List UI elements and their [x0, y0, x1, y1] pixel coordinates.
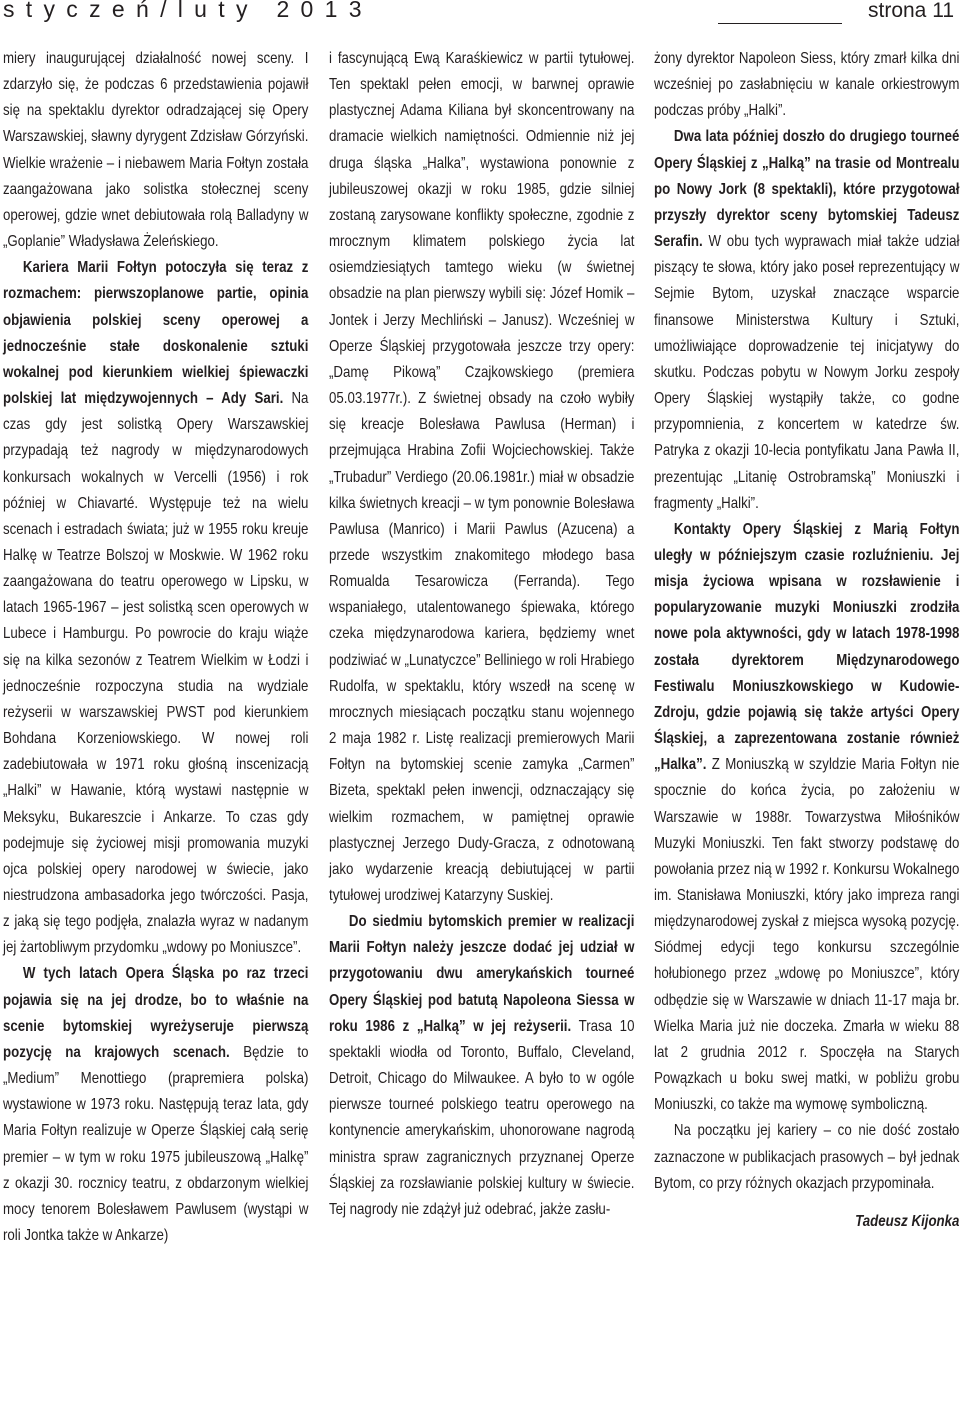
article-paragraph [3, 255, 308, 961]
text-run: żony dyrektor Napoleon Siess, który zmarł kilka dni wcześniej po zasłabnięciu w kanale orkiestrowym podczas próby „Halki”. [654, 50, 960, 120]
article-paragraph [654, 124, 959, 516]
text-run: Będzie to „Medium” Menottiego (prapremiera polska) wystawione w 1973 roku. Następują teraz lata, gdy Maria Fołtyn realizuje w Operze Śląskiej całą serię premier – w tym w roku 1975 jubileuszową „Halkę” z okazji 30. rocznicy teatru, z obdarzonym wielkiej mocy tenorem Bolesławem Pawlusem (wystąpi w roli Jontka także w Ankarze) [3, 1043, 309, 1245]
text-run: W obu tych wyprawach miał także udział piszący te słowa, który jako poseł reprezentujący w Sejmie Bytom, uzyskał znaczące wsparcie finansowe Ministerstwa Kultury i Sztuki, umożliwiające doprowadzenie tej inicjatywy do skutku. Podczas pobytu w Nowym Jorku zespoły Opery Śląskiej wystąpiły także, co godne przypomnienia, z koncertem w katedrze św. Patryka z okazji 10-lecia pontyfikatu Jana Pawła II, prezentując „Litanię Ostrobramską” Moniuszki i fragmenty „Halki”. [654, 233, 960, 512]
text-column-3 [654, 46, 959, 1235]
text-run: Na początku jej kariery – co nie dość zostało zaznaczone w publikacjach prasowych – był jednak Bytom, co przy różnych okazjach przypominała. [654, 1122, 960, 1192]
article-paragraph [3, 46, 308, 255]
author-signature: Tadeusz Kijonka [855, 1212, 960, 1230]
text-column-1 [3, 46, 308, 1249]
article-paragraph [329, 46, 634, 909]
bold-text-run: Kontakty Opery Śląskiej z Marią Fołtyn uległy w późniejszym czasie rozluźnieniu. Jej misja życiowa wpisana w rozsławienie i popularyzowanie muzyki Moniuszki zrodziła nowe pola aktywności, gdy w latach 1978-1998 została dyrektorem Międzynarodowego Festiwalu Moniuszkowskiego w Kudowie-Zdroju, gdzie pojawią się także artyści Opery Śląskiej, a zaprezentowana zostanie również „Halka”. [654, 520, 960, 774]
text-run: Z Moniuszką w szyldzie Maria Fołtyn nie spocznie do końca życia, po założeniu w Warszawie w 1988r. Towarzystwa Miłośników Muzyki Moniuszki. Ten fakt stworzy podstawę do powołania przez nią w 1992 r. Konkursu Wokalnego im. Stanisława Moniuszki, który jako impreza rangi międzynarodowej zyskał z miejsca wysoką pozycję. Siódmej edycji tego konkursu szczególnie hołubionego przez „wdowę po Moniuszce”, który odbędzie się w Warszawie w dniach 11-17 maja br. Wielka Maria już nie doczeka. Zmarła w wieku 88 lat 2 grudnia 2012 r. Spoczęła na Starych Powązkach u boku swej matki, w pobliżu grobu Moniuszki, co także ma wymowę symboliczną. [654, 756, 960, 1114]
text-run: Trasa 10 spektakli wiodła od Toronto, Buffalo, Cleveland, Detroit, Chicago do Milwaukee. A było to w ogóle pierwsze tourneé polskiego teatru operowego na kontynencie amerykańskim, uhonorowane nagrodą ministra spraw zagranicznych przyznanej Operze Śląskiej za rozsławianie polskiej kultury w świecie. Tej nagrody nie zdążył już odebrać, jakże zasłu- [329, 1017, 635, 1218]
article-paragraph [654, 1118, 959, 1196]
text-run: miery inaugurującej działalność nowej sceny. I zdarzyło się, że podczas 6 przedstawienia pojawił się na spektaklu dyrektor odradzającej się Opery Warszawskiej, sławny dyrygent Zdzisław Górzyński. Wielkie wrażenie – i niebawem Maria Fołtyn została zaangażowana jako solistka stołecznej sceny operowej, gdzie wnet debiutowała rolą Balladyny w „Goplanie” Władysława Żeleńskiego. [3, 50, 309, 251]
text-column-2 [329, 46, 634, 1223]
page-header [0, 0, 960, 34]
bold-text-run: Do siedmiu bytomskich premier w realizacji Marii Fołtyn należy jeszcze dodać jej udział w przygotowaniu dwu amerykańskich tourneé Opery Śląskiej pod batutą Napoleona Siessa w roku 1986 z „Halką” w jej reżyserii. [329, 913, 635, 1035]
text-run: i fascynującą Ewą Karaśkiewicz w partii tytułowej. Ten spektakl pełen emocji, w barwnej oprawie plastycznej Adama Kiliana był skoncentrowany na dramacie wielkich namiętności. Odmiennie niż jej druga śląska „Halka”, wystawiona ponownie z jubileuszowej okazji w roku 1985, gdzie silniej zostaną zarysowane konflikty społeczne, zgodnie z mrocznym klimatem polskiego życia lat osiemdziesiątych tamtego wieku (w świetnej obsadzie na plan pierwszy wybili się: Józef Homik – Jontek i Jerzy Mechliński – Janusz). Wcześniej w Operze Śląskiej przygotowała jeszcze trzy opery: „Damę Pikową” Czajkowskiego (premiera 05.03.1977r.). Z świetnej obsady na czoło wybiły się kreacje Bolesława Pawlusa (Herman) i przejmująca Hrabina Zofii Wojciechowskiej. Także „Trubadur” Verdiego (20.06.1981r.) miał w obsadzie kilka świetnych kreacji – w tym ponownie Bolesława Pawlusa (Manrico) i Marii Pawlus (Azucena) a przede wszystkim znakomitego młodego basa Romualda Tesarowicza (Ferranda). Tego wspaniałego, utalentowanego śpiewaka, którego czeka międzynarodowa kariera, będziemy wnet podziwiać w „Lunatyczce” Belliniego w roli Hrabiego Rudolfa, w spektaklu, który wszedł na scenę w mrocznych miesiącach początku stanu wojennego 2 maja 1982 r. Listę realizacji premierowych Marii Fołtyn na bytomskiej scenie zamyka „Carmen” Bizeta, spektakl pełen inwencji, odznaczający się wielkim rozmachem, w pamiętnej oprawie plastycznej Jerzego Dudy-Gracza, z odnotowaną jako wydarzenie kreacją debiutującej w partii tytułowej urodziwej Katarzyny Suskiej. [329, 50, 635, 904]
page-number: strona 11 [868, 0, 954, 22]
article-paragraph [3, 961, 308, 1249]
bold-text-run: W tych latach Opera Śląska po raz trzeci pojawia się na jej drodze, bo to właśnie na scenie bytomskiej wyreżyseruje pierwszą pozycję na krajowych scenach. [3, 965, 309, 1061]
header-rule [718, 23, 842, 24]
text-run: Na czas gdy jest solistką Opery Warszawskiej przypadają też nagrody w międzynarodowych konkursach wokalnych w Vercelli (1956) i rok później w Chiavarté. Występuje też na wielu scenach i estradach świata; już w 1955 roku kreuje Halkę w Teatrze Bolszoj w Moskwie. W 1962 roku zaangażowana do teatru operowego w Lipsku, w latach 1965-1967 – jest solistką scen operowych w Lubece i Hamburgu. Po powrocie do kraju wiąże się na kilka sezonów z Teatrem Wielkim w Łodzi i jednocześnie rozpoczyna studia na wydziale reżyserii w warszawskiej PWST pod kierunkiem Bohdana Korzeniowskiego. W nowej roli zadebiutowała w 1971 roku głośną inscenizacją „Halki” w Hawanie, którą wystawi następnie w Meksyku, Bukareszcie i Ankarze. To czas gdy podejmuje się życiowej misji promowania muzyki ojca polskiej opery narodowej w świecie, jako niestrudzona ambasadorka jego twórczości. Pasja, z jaką się tego podjęła, znalazła wyraz w nadanym jej żartobliwym przydomku „wdowy po Moniuszce”. [3, 390, 309, 957]
article-paragraph [654, 517, 959, 1119]
bold-text-run: Kariera Marii Fołtyn potoczyła się teraz z rozmachem: pierwszoplanowe partie, opinia objawienia polskiej sceny operowej a jednocześnie stałe doskonalenie sztuki wokalnej pod kierunkiem wielkiej śpiewaczki polskiej lat międzywojennych – Ady Sari. [3, 259, 309, 408]
bold-text-run: Dwa lata później doszło do drugiego tourneé Opery Śląskiej z „Halką” na trasie od Montrealu po Nowy Jork (8 spektakli), które przygotował przyszły dyrektor sceny bytomskiej Tadeusz Serafin. [654, 128, 960, 251]
article-paragraph [329, 909, 634, 1223]
issue-date: styczeń/luty 2013 [3, 0, 373, 22]
article-paragraph [654, 46, 959, 124]
